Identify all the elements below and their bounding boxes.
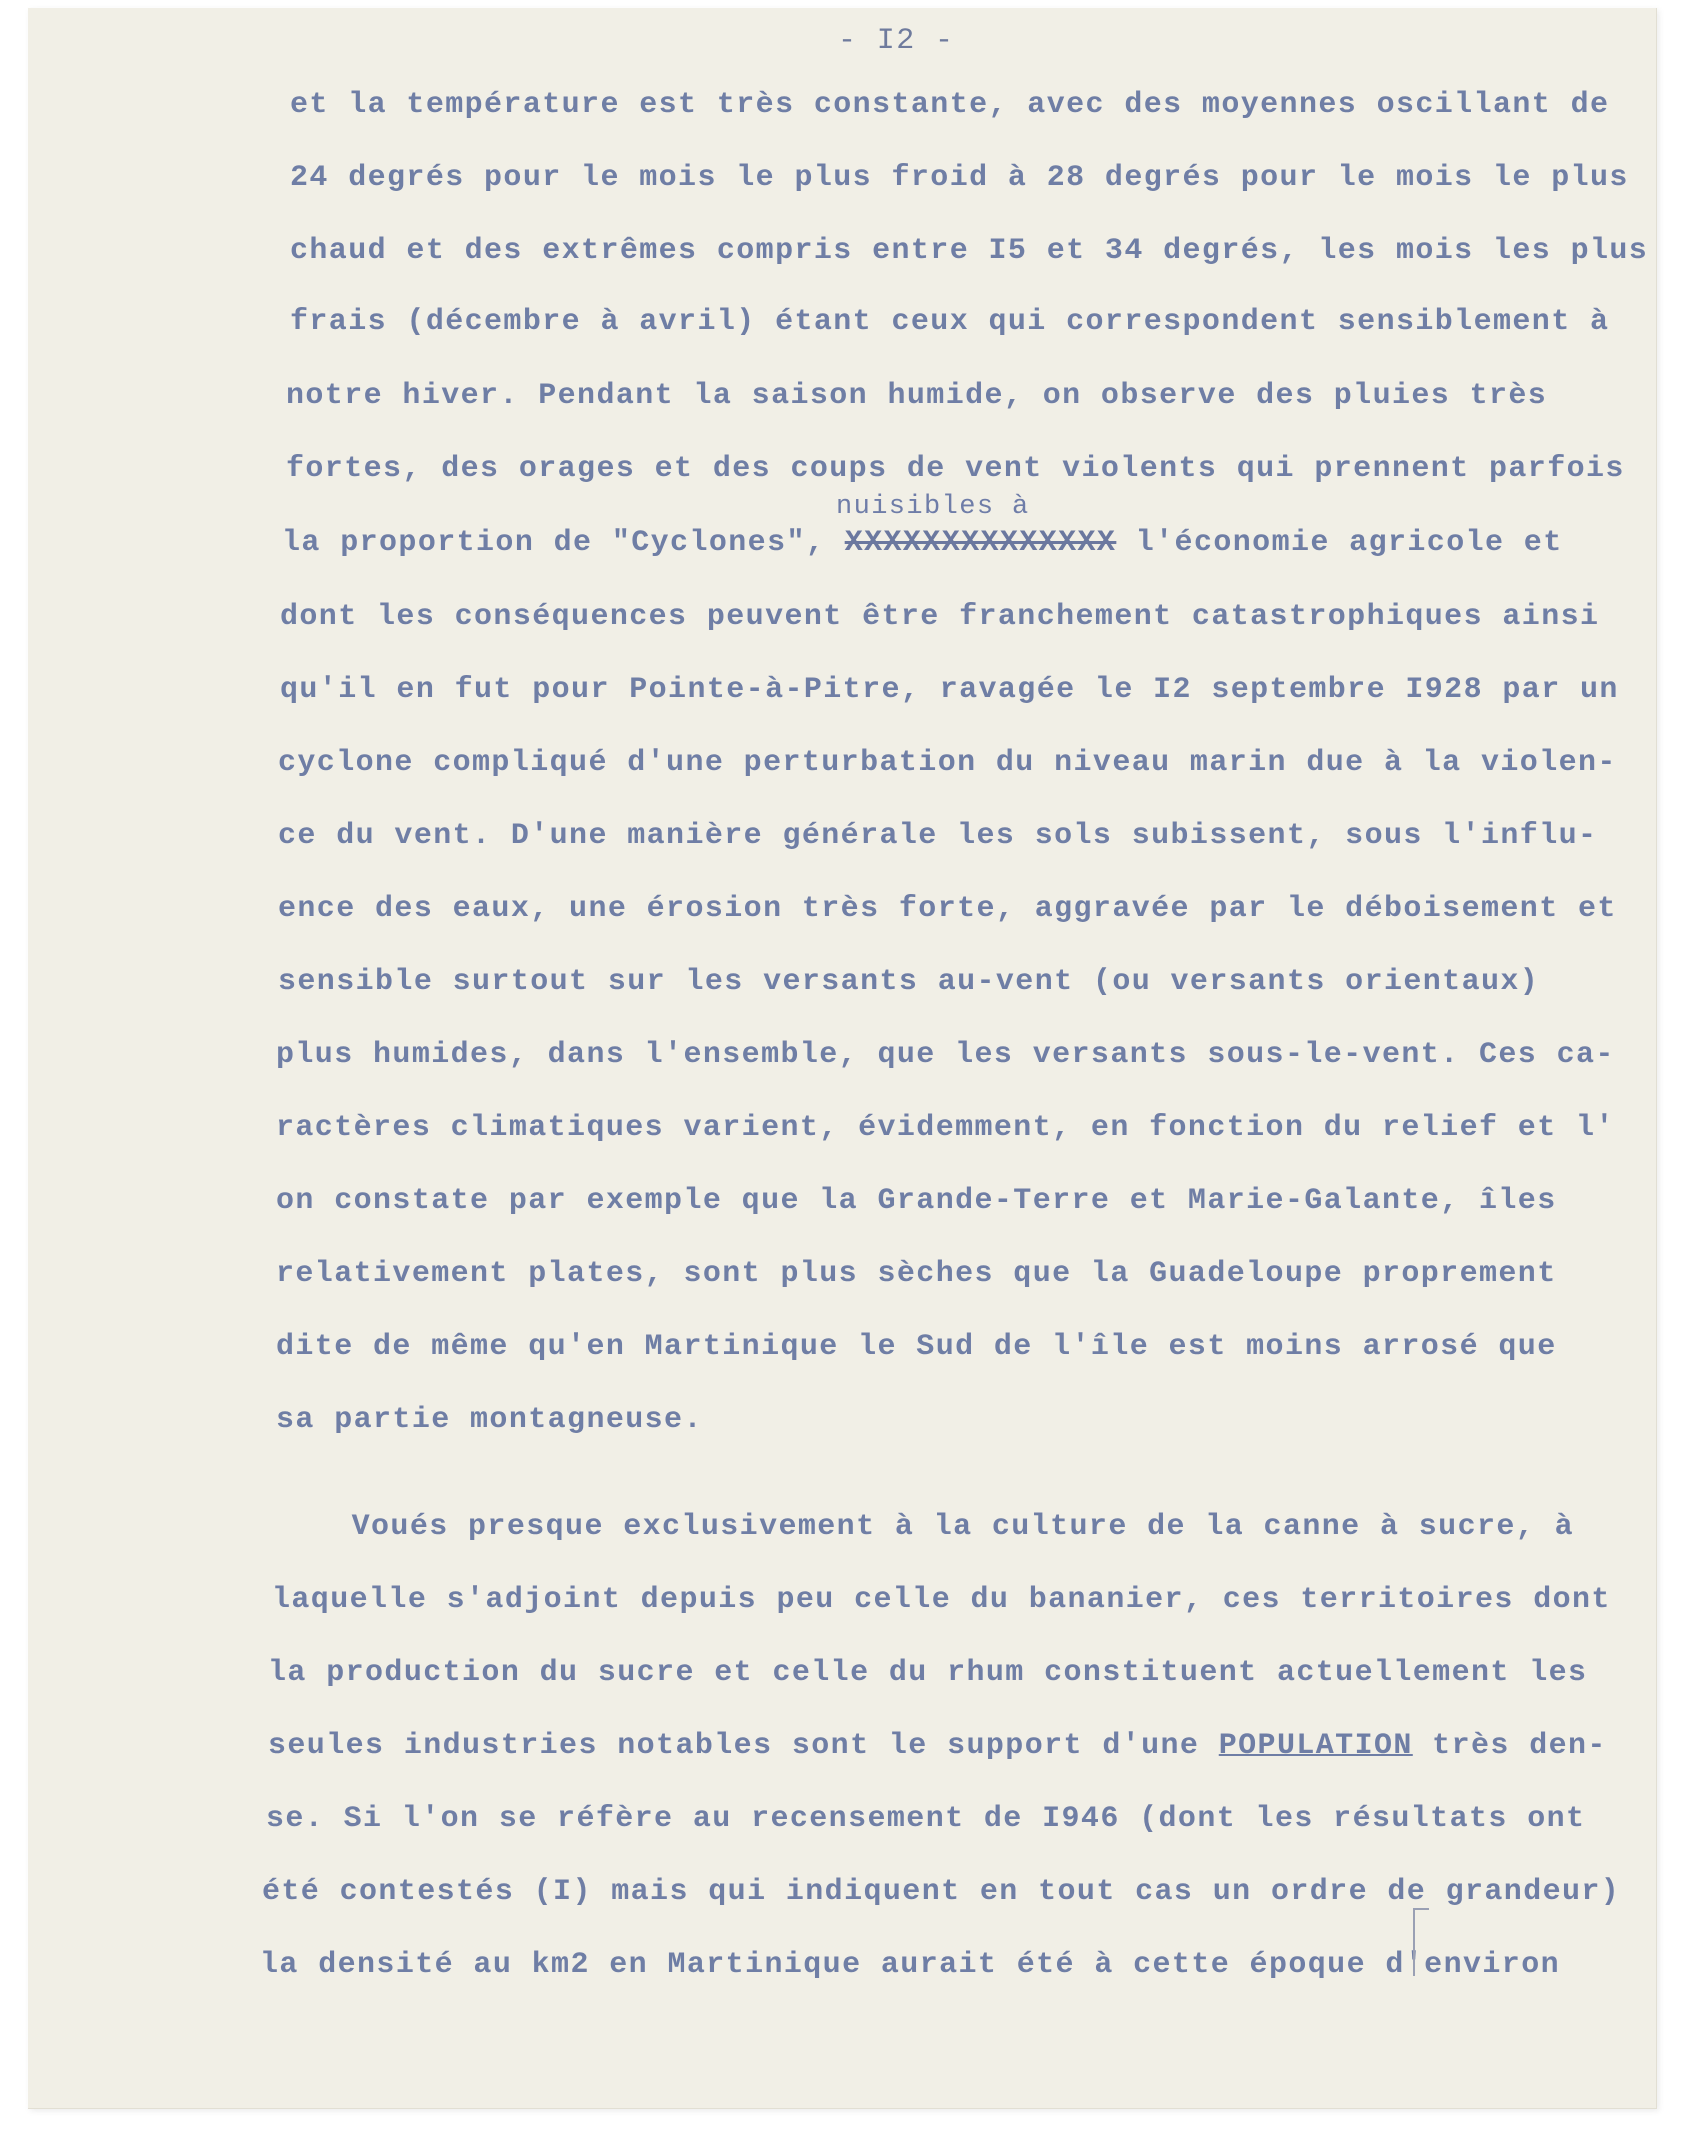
pencil-bracket-mark	[1413, 1908, 1429, 1976]
text-line-7-end: l'économie agricole et	[1116, 526, 1563, 560]
text-line-7	[282, 526, 1563, 560]
text-line-7-start: la proportion de "Cyclones",	[282, 526, 845, 560]
text-line-23-end: très den-	[1412, 1729, 1607, 1763]
text-line-10: cyclone compliqué d'une perturbation du niveau marin due à la violen-	[278, 746, 1617, 780]
text-line-5: notre hiver. Pendant la saison humide, on observe des pluies très	[286, 379, 1548, 413]
handwritten-insertion: nuisibles à	[836, 492, 1030, 522]
text-line-21: laquelle s'adjoint depuis peu celle du bananier, ces territoires dont	[272, 1583, 1611, 1617]
text-line-26: la densité au km2 en Martinique aurait été à cette époque d'environ	[260, 1948, 1560, 1982]
text-line-6: fortes, des orages et des coups de vent violents qui prennent parfois	[286, 452, 1625, 486]
text-line-16: on constate par exemple que la Grande-Terre et Marie-Galante, îles	[276, 1184, 1557, 1218]
struck-out-text: XXXXXXXXXXXXXX	[844, 526, 1117, 560]
text-line-23-start: seules industries notables sont le support d'une	[268, 1729, 1219, 1763]
text-line-18: dite de même qu'en Martinique le Sud de l'île est moins arrosé que	[276, 1330, 1557, 1364]
text-line-2: 24 degrés pour le mois le plus froid à 28 degrés pour le mois le plus	[290, 161, 1629, 195]
text-line-24: se. Si l'on se réfère au recensement de I946 (dont les résultats ont	[266, 1802, 1586, 1836]
text-line-8: dont les conséquences peuvent être franchement catastrophiques ainsi	[280, 600, 1600, 634]
text-line-4: frais (décembre à avril) étant ceux qui correspondent sensiblement à	[290, 305, 1610, 339]
text-line-25: été contestés (I) mais qui indiquent en tout cas un ordre de grandeur)	[262, 1875, 1621, 1909]
text-line-15: ractères climatiques varient, évidemment, en fonction du relief et l'	[276, 1111, 1615, 1145]
text-line-12: ence des eaux, une érosion très forte, aggravée par le déboisement et	[278, 892, 1617, 926]
text-line-19: sa partie montagneuse.	[276, 1403, 703, 1437]
page-number: - I2 -	[838, 24, 955, 58]
text-line-11: ce du vent. D'une manière générale les sols subissent, sous l'influ-	[278, 819, 1598, 853]
text-line-17: relativement plates, sont plus sèches que la Guadeloupe proprement	[276, 1257, 1557, 1291]
underlined-word: POPULATION	[1218, 1729, 1413, 1763]
text-line-23	[268, 1729, 1607, 1763]
text-line-20: Voués presque exclusivement à la culture de la canne à sucre, à	[274, 1510, 1574, 1544]
document-page	[28, 8, 1657, 2109]
text-line-1: et la température est très constante, avec des moyennes oscillant de	[290, 88, 1610, 122]
text-line-13: sensible surtout sur les versants au-vent (ou versants orientaux)	[278, 965, 1540, 999]
text-line-9: qu'il en fut pour Pointe-à-Pitre, ravagée le I2 septembre I928 par un	[280, 673, 1619, 707]
text-line-3: chaud et des extrêmes compris entre I5 et 34 degrés, les mois les plus	[290, 234, 1649, 268]
text-line-22: la production du sucre et celle du rhum constituent actuellement les	[268, 1656, 1588, 1690]
text-line-14: plus humides, dans l'ensemble, que les versants sous-le-vent. Ces ca-	[276, 1038, 1615, 1072]
